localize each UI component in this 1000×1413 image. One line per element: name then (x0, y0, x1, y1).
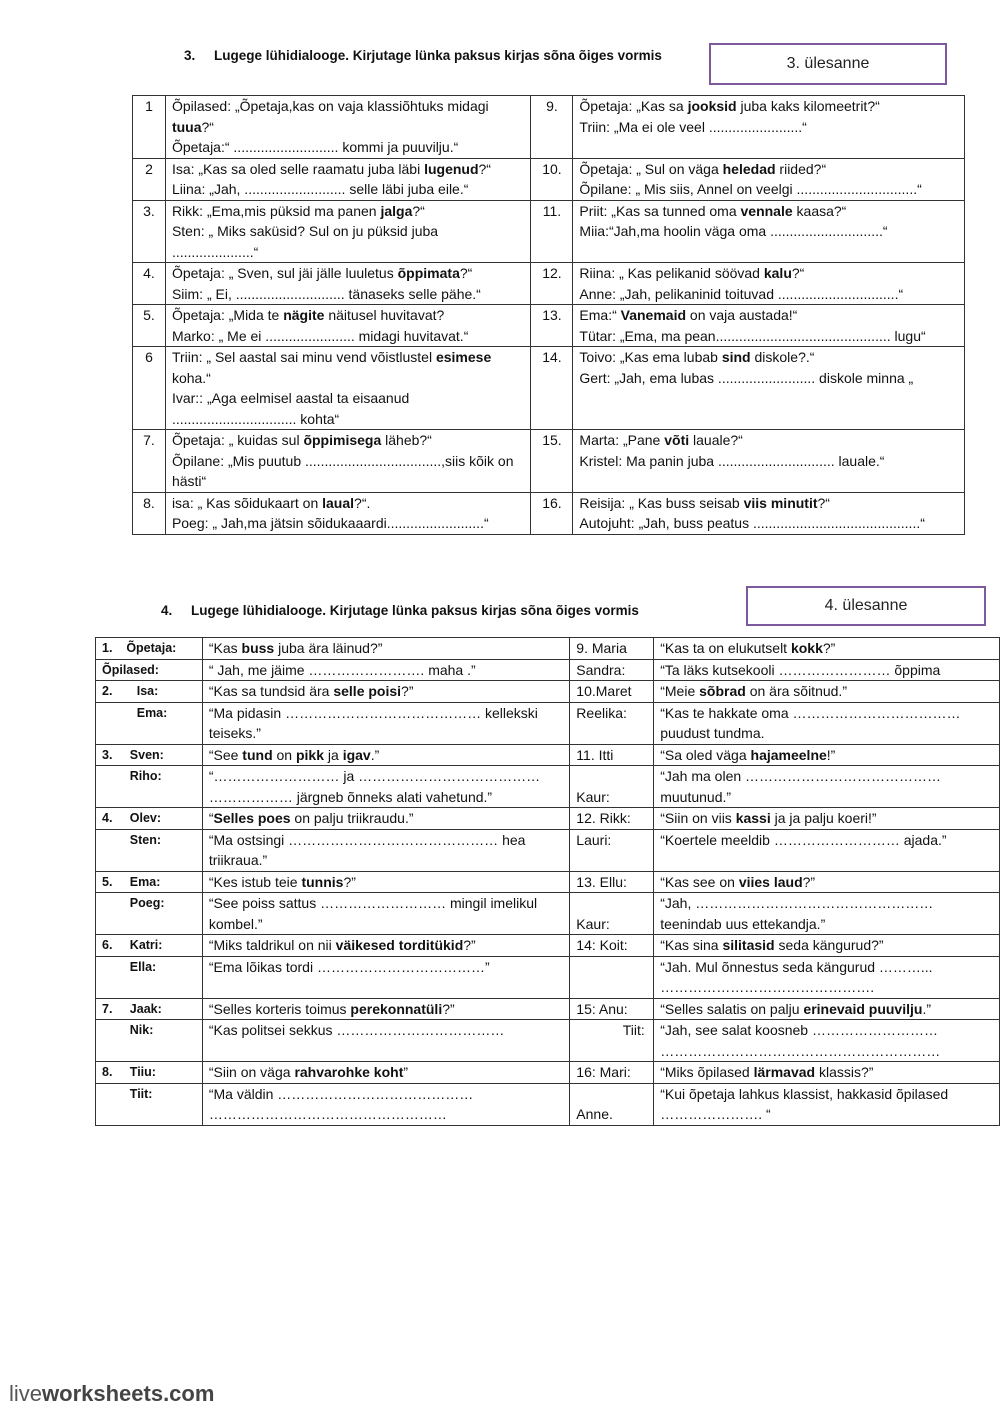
dialogue-line-text: ?“ (201, 118, 214, 135)
dialogue-line-text: koha.“ (171, 369, 211, 386)
bold-keyword: võti (664, 432, 690, 448)
bold-keyword: kassi (735, 810, 771, 826)
item-number: 3. (133, 200, 166, 263)
dialogue-line-text: Õpetaja: „Mida te (171, 307, 284, 323)
dialogue-cell (654, 1062, 1000, 1084)
speaker-label: Õpilased: (96, 659, 203, 681)
table-row (96, 893, 1000, 935)
speaker-label: 16: Mari: (570, 1062, 654, 1084)
item-number: 9. (531, 96, 573, 159)
dialogue-text: “Kas (208, 640, 242, 656)
dialogue-text: ?” (343, 873, 356, 890)
dialogue-text (273, 747, 380, 763)
dialogue-text: “……………………… ja ………………………………… ……………… järgneb õnneks alati vahetund.” (208, 768, 541, 805)
table-row (133, 263, 965, 305)
dialogue-line-text: Isa: „Kas sa oled selle raamatu juba läbi (171, 160, 425, 177)
item-number: 8. (133, 492, 166, 534)
dialogue-cell (654, 1020, 1000, 1062)
dialogue-cell (573, 263, 965, 305)
dialogue-line-text: isa: „ Kas sõidukaart on (171, 494, 323, 511)
dialogue-cell (573, 430, 965, 493)
dialogue-cell (202, 956, 569, 998)
dialogue-line-text: ?“ (791, 265, 805, 281)
dialogue-line-text: Õpetaja: „ Sven, sul jäi jälle luuletus (171, 265, 398, 281)
item-number: 16. (531, 492, 573, 534)
item-number: 7. (133, 430, 166, 493)
bold-keyword: tuua (171, 118, 202, 135)
dialogue-text: ?” (463, 937, 476, 953)
dialogue-text: “Ema lõikas tordi ………………………………” (208, 958, 490, 975)
dialogue-cell (573, 96, 965, 159)
exercise-4-table (95, 637, 1000, 1126)
bold-keyword: vennale (740, 202, 793, 219)
dialogue-cell (202, 702, 569, 744)
exercise-3-table (132, 95, 965, 535)
bold-keyword: perekonnatüli (350, 1000, 443, 1017)
dialogue-cell (165, 305, 531, 347)
dialogue-text: “Siin on väga (208, 1064, 295, 1080)
item-number: 1 (133, 96, 166, 159)
speaker-label (570, 956, 654, 998)
table-row (96, 956, 1000, 998)
dialogue-cell (202, 659, 569, 681)
bold-keyword: sind (721, 349, 751, 365)
bold-keyword: õppimisega (303, 432, 382, 448)
dialogue-line-text: Reisija: „ Kas buss seisab (579, 494, 744, 511)
dialogue-cell (654, 956, 1000, 998)
fill-in-line: Õpetaja:“ ........................... kommi ja puuvilju.“ (171, 139, 459, 155)
dialogue-text: ja (324, 746, 343, 763)
fill-in-line: Ivar:: „Aga eelmisel aastal ta eisaanud ................................ kohta“ (171, 390, 410, 427)
dialogue-cell (654, 998, 1000, 1020)
dialogue-cell (165, 200, 531, 263)
dialogue-line-text: kaasa?“ (792, 202, 847, 219)
dialogue-text: “Jah, see salat koosneb ……………………… …………………………………………………… (660, 1022, 941, 1059)
dialogue-text: “Miks taldrikul on nii (208, 937, 336, 953)
table-row (133, 492, 965, 534)
dialogue-cell (573, 347, 965, 430)
dialogue-text: “Kas sina (660, 937, 723, 953)
task-3-label: 3. ülesanne (786, 55, 870, 72)
table-row (96, 935, 1000, 957)
bold-keyword: laual (322, 494, 355, 511)
table-row (96, 1020, 1000, 1062)
dialogue-text: “Ma ostsingi ……………………………………… hea triikraua.” (208, 831, 526, 868)
dialogue-cell (165, 96, 531, 159)
item-number: 15. (531, 430, 573, 493)
table-row (96, 766, 1000, 808)
dialogue-line-text: Toivo: „Kas ema lubab (579, 349, 722, 365)
fill-in-line: Siim: „ Ei, ............................ tänaseks selle pähe.“ (171, 285, 481, 302)
speaker-label: Ema: (96, 702, 203, 744)
speaker-label: Poeg: (96, 893, 203, 935)
dialogue-text: “Sa oled väga (660, 746, 751, 763)
dialogue-line-text: ?“ (817, 494, 830, 511)
fill-in-line: Õpilane: „Mis puutub ...................................,siis kõik on hästi“ (171, 452, 514, 489)
dialogue-text: ja ja palju koeri!” (770, 810, 877, 826)
dialogue-line-text: Õpetaja: „ kuidas sul (171, 432, 304, 448)
fill-in-line: Kristel: Ma panin juba .............................. lauale.“ (579, 452, 885, 469)
table-row (133, 158, 965, 200)
task-4-label: 4. ülesanne (824, 597, 908, 614)
fill-in-line: Õpilane: „ Mis siis, Annel on veelgi ...............................“ (579, 181, 922, 197)
dialogue-text: seda kängurud?” (774, 937, 884, 953)
bold-keyword: nägite (283, 307, 325, 323)
bold-keyword: kokk (790, 640, 823, 656)
dialogue-cell (202, 893, 569, 935)
dialogue-cell (654, 935, 1000, 957)
dialogue-line-text: läheb?“ (381, 432, 432, 448)
fill-in-line: Autojuht: „Jah, buss peatus ...........................................“ (579, 515, 925, 531)
bold-keyword: lugenud (424, 160, 479, 177)
brand-prefix: live (9, 1381, 43, 1406)
brand-bold: worksheets.com (42, 1381, 215, 1406)
dialogue-text: on (272, 746, 296, 763)
dialogue-cell (202, 744, 569, 766)
dialogue-text: “Siin on viis (660, 810, 736, 826)
dialogue-cell (165, 492, 531, 534)
dialogue-cell (654, 829, 1000, 871)
dialogue-line-text: Priit: „Kas sa tunned oma (579, 202, 741, 219)
fill-in-line: Gert: „Jah, ema lubas ......................... diskole minna „ (579, 369, 914, 386)
fill-in-line: Liina: „Jah, .......................... selle läbi juba eile.“ (171, 181, 469, 197)
speaker-label: 14: Koit: (570, 935, 654, 957)
task-4-label-box (746, 586, 986, 626)
table-row (96, 998, 1000, 1020)
dialogue-text: “Kui õpetaja lahkus klassist, hakkasid õpilased …………………. “ (660, 1085, 949, 1122)
item-number: 11. (531, 200, 573, 263)
dialogue-line-text: Marta: „Pane (579, 432, 665, 448)
bold-keyword: esimese (435, 349, 492, 365)
speaker-label: Kaur: (570, 893, 654, 935)
dialogue-text: “Kes istub teie (208, 873, 302, 890)
dialogue-cell (202, 871, 569, 893)
bold-keyword: rahvarohke koht (294, 1064, 404, 1080)
table-row (96, 829, 1000, 871)
exercise-3-heading: 3. Lugege lühidialooge. Kirjutage lünka paksus kirjas sõna õiges vormis (184, 48, 662, 63)
dialogue-text: “Selles korteris toimus (208, 1000, 351, 1017)
bold-keyword: heledad (722, 160, 776, 177)
dialogue-line-text: lauale?“ (689, 432, 743, 448)
bold-keyword: selle poisi (333, 683, 402, 699)
bold-keyword: silitasid (722, 937, 775, 953)
dialogue-cell (573, 492, 965, 534)
dialogue-cell (654, 766, 1000, 808)
bold-keyword: igav (342, 746, 371, 763)
bold-keyword: jooksid (687, 98, 737, 114)
speaker-label: 9. Maria (570, 638, 654, 660)
speaker-label: Sten: (96, 829, 203, 871)
table-row (133, 430, 965, 493)
task-3-label-box (709, 43, 947, 85)
dialogue-cell (573, 200, 965, 263)
dialogue-text: “Selles salatis on palju (660, 1000, 804, 1017)
item-number: 6 (133, 347, 166, 430)
dialogue-cell (654, 871, 1000, 893)
dialogue-line-text: ?“ (459, 265, 473, 281)
dialogue-cell (165, 430, 531, 493)
table-row (96, 744, 1000, 766)
dialogue-cell (654, 638, 1000, 660)
bold-keyword: viies laud (738, 873, 803, 890)
dialogue-cell (202, 766, 569, 808)
dialogue-text: “Koertele meeldib ……………………… ajada.” (660, 831, 947, 848)
fill-in-line: Tütar: „Ema, ma pean............................................. lugu“ (579, 327, 926, 344)
speaker-label: 2. Isa: (96, 681, 203, 703)
dialogue-text: “ (208, 810, 214, 826)
bold-keyword: tund (242, 746, 273, 763)
dialogue-line-text: ?“. (354, 494, 371, 511)
bold-keyword: viis minutit (743, 494, 818, 511)
dialogue-text: “Ma väldin …………………………………… …………………………………………… (208, 1085, 474, 1122)
dialogue-text: “Ta läks kutsekooli …………………… õppima (660, 661, 941, 678)
bold-keyword: pikk (295, 746, 324, 763)
dialogue-text: ?” (802, 873, 816, 890)
speaker-label: Sandra: (570, 659, 654, 681)
bold-keyword: tunnis (301, 873, 344, 890)
dialogue-cell (202, 1083, 569, 1125)
dialogue-cell (654, 702, 1000, 744)
fill-in-line: Marko: „ Me ei ....................... midagi huvitavat.“ (171, 327, 469, 344)
dialogue-cell (202, 1062, 569, 1084)
table-row (133, 347, 965, 430)
dialogue-text: “Jah. Mul õnnestus seda kängurud ………... ………………………………………. (660, 958, 933, 995)
table-row (96, 702, 1000, 744)
dialogue-cell (202, 681, 569, 703)
dialogue-text: .” (370, 746, 380, 763)
speaker-label: Reelika: (570, 702, 654, 744)
dialogue-text: juba ära läinud?” (274, 640, 383, 656)
dialogue-cell (654, 1083, 1000, 1125)
speaker-label: 3. Sven: (96, 744, 203, 766)
dialogue-text: on ära sõitnud.” (745, 683, 847, 699)
dialogue-text: “Kas ta on elukutselt (660, 640, 791, 656)
dialogue-cell (202, 935, 569, 957)
bold-keyword: kalu (763, 265, 792, 281)
item-number: 13. (531, 305, 573, 347)
fill-in-line: Anne: „Jah, pelikaninid toituvad ...............................“ (579, 285, 904, 302)
speaker-label: 15: Anu: (570, 998, 654, 1020)
table-row (133, 200, 965, 263)
speaker-label: Kaur: (570, 766, 654, 808)
item-number: 10. (531, 158, 573, 200)
dialogue-text: !” (826, 746, 836, 763)
bold-keyword: sõbrad (699, 683, 746, 699)
bold-keyword: lärmavad (753, 1064, 816, 1080)
fill-in-line: Miia:“Jah,ma hoolin väga oma .............................“ (579, 223, 888, 239)
dialogue-cell (654, 893, 1000, 935)
dialogue-line-text: Riina: „ Kas pelikanid söövad (579, 265, 764, 281)
dialogue-text: ” (403, 1064, 409, 1080)
dialogue-cell (654, 659, 1000, 681)
speaker-label: Riho: (96, 766, 203, 808)
dialogue-line-text: Õpilased: „Õpetaja,kas on vaja klassiõhtuks midagi (171, 98, 489, 114)
fill-in-line: Sten: „ Miks saküsid? Sul on ju püksid juba .....................“ (171, 223, 439, 260)
table-row (96, 808, 1000, 830)
dialogue-text: “Meie (660, 683, 700, 699)
dialogue-line-text: näitusel huvitavat? (324, 307, 445, 323)
dialogue-line-text: Triin: „ Sel aastal sai minu vend võistlustel (171, 349, 436, 365)
speaker-label: Tiit: (570, 1020, 654, 1062)
bold-keyword: hajameelne (750, 746, 827, 763)
speaker-label: Lauri: (570, 829, 654, 871)
bold-keyword: buss (241, 640, 275, 656)
dialogue-cell (202, 1020, 569, 1062)
speaker-label: 10.Maret (570, 681, 654, 703)
dialogue-text: on palju triikraudu.” (290, 810, 414, 826)
item-number: 5. (133, 305, 166, 347)
dialogue-cell (202, 638, 569, 660)
dialogue-line-text: ?“ (478, 160, 491, 177)
table-row (133, 305, 965, 347)
dialogue-cell (202, 829, 569, 871)
table-row (96, 638, 1000, 660)
dialogue-text: “Kas sa tundsid ära (208, 683, 334, 699)
dialogue-cell (654, 744, 1000, 766)
speaker-label: Anne. (570, 1083, 654, 1125)
dialogue-text: “Jah ma olen …………………………………… muutunud.” (660, 768, 942, 805)
item-number: 14. (531, 347, 573, 430)
speaker-label: 6. Katri: (96, 935, 203, 957)
speaker-label: 8. Tiiu: (96, 1062, 203, 1084)
bold-keyword: jalga (380, 202, 413, 219)
dialogue-text: “Kas politsei sekkus ……………………………… (208, 1022, 505, 1038)
speaker-label: 7. Jaak: (96, 998, 203, 1020)
dialogue-cell (165, 263, 531, 305)
speaker-label: Nik: (96, 1020, 203, 1062)
speaker-label: Tiit: (96, 1083, 203, 1125)
dialogue-text: ?” (401, 683, 414, 699)
dialogue-text: “Kas te hakkate oma ……………………………… puudust tundma. (660, 704, 961, 741)
fill-in-line: Poeg: „ Jah,ma jätsin sõidukaaardi.........................“ (171, 515, 489, 531)
fill-in-line: Triin: „Ma ei ole veel ........................“ (579, 118, 807, 135)
dialogue-text: “ Jah, me jäime ……………………. maha .” (208, 661, 476, 678)
table-row (96, 871, 1000, 893)
speaker-label: 4. Olev: (96, 808, 203, 830)
bold-keyword: Selles poes (213, 810, 291, 826)
dialogue-cell (202, 998, 569, 1020)
dialogue-text: “Kas see on (660, 873, 739, 890)
bold-keyword: väikesed torditükid (335, 937, 464, 953)
bold-keyword: Vanemaid (620, 307, 687, 323)
dialogue-text: .” (922, 1000, 931, 1017)
bold-keyword: erinevaid puuvilju (803, 1000, 923, 1017)
dialogue-cell (654, 808, 1000, 830)
dialogue-line-text: Õpetaja: „ Sul on väga (579, 160, 723, 177)
speaker-label: 12. Rikk: (570, 808, 654, 830)
table-row (96, 659, 1000, 681)
table-row (96, 1083, 1000, 1125)
dialogue-text: “Miks õpilased (660, 1064, 754, 1080)
dialogue-line-text: ?“ (412, 202, 425, 219)
item-number: 12. (531, 263, 573, 305)
table-row (133, 96, 965, 159)
dialogue-cell (165, 347, 531, 430)
dialogue-text: “See poiss sattus ……………………… mingil imelikul kombel.” (208, 895, 538, 932)
speaker-label: 1. Õpetaja: (96, 638, 203, 660)
dialogue-line-text: on vaja austada!“ (686, 307, 798, 323)
dialogue-text: “See (208, 746, 243, 763)
exercise-4-heading: 4. Lugege lühidialooge. Kirjutage lünka paksus kirjas sõna õiges vormis (161, 603, 639, 618)
dialogue-cell (573, 305, 965, 347)
dialogue-line-text: Rikk: „Ema,mis püksid ma panen (171, 202, 381, 219)
liveworksheets-logo (9, 1381, 214, 1407)
dialogue-cell (654, 681, 1000, 703)
speaker-label: 5. Ema: (96, 871, 203, 893)
dialogue-line-text: juba kaks kilomeetrit?“ (736, 98, 880, 114)
dialogue-cell (165, 158, 531, 200)
dialogue-text: “Jah, …………………………………………… teenindab uus ettekandja.” (660, 895, 934, 932)
speaker-label: 13. Ellu: (570, 871, 654, 893)
item-number: 2 (133, 158, 166, 200)
dialogue-text: klassis?” (815, 1064, 874, 1080)
dialogue-line-text: Õpetaja: „Kas sa (579, 98, 688, 114)
dialogue-line-text: Ema:“ (579, 307, 621, 323)
dialogue-cell (573, 158, 965, 200)
table-row (96, 681, 1000, 703)
table-row (96, 1062, 1000, 1084)
dialogue-cell (202, 808, 569, 830)
dialogue-text: ?” (822, 640, 836, 656)
speaker-label: 11. Itti (570, 744, 654, 766)
dialogue-text: ?” (442, 1000, 455, 1017)
dialogue-text: “Ma pidasin …………………………………… kellekski teiseks.” (208, 704, 538, 741)
speaker-label: Ella: (96, 956, 203, 998)
dialogue-line-text: diskole?.“ (750, 349, 815, 365)
bold-keyword: õppimata (397, 265, 460, 281)
item-number: 4. (133, 263, 166, 305)
dialogue-line-text: riided?“ (775, 160, 827, 177)
